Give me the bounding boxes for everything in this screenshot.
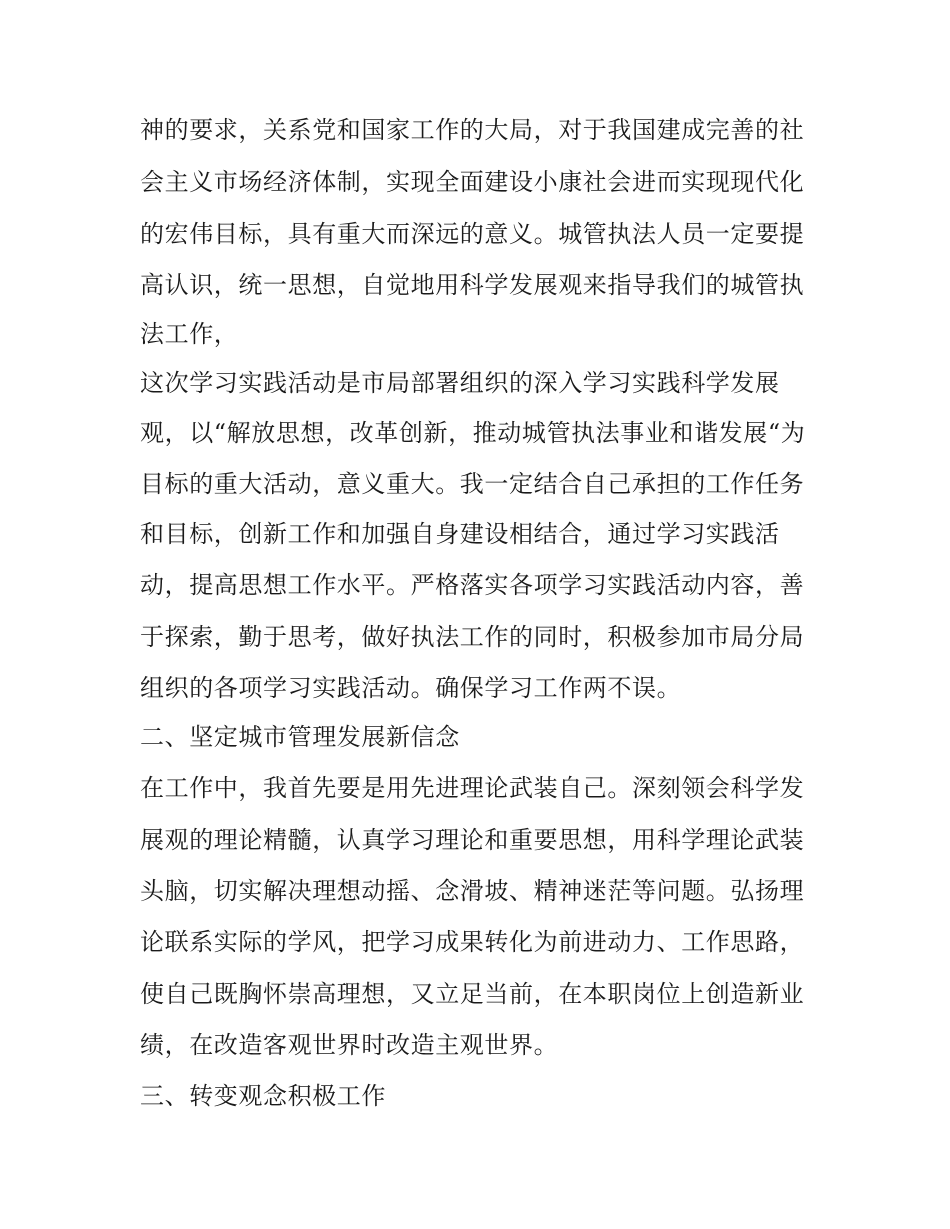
body-text-line: 这次学习实践活动是市局部署组织的深入学习实践科学发展 (140, 369, 780, 397)
body-text-line: 和目标，创新工作和加强自身建设相结合，通过学习实践活 (140, 520, 780, 548)
body-text-line: 绩，在改造客观世界时改造主观世界。 (140, 1031, 559, 1059)
body-text-line: 于探索，勤于思考，做好执法工作的同时，积极参加市局分局 (140, 623, 805, 651)
body-text-line: 观，以“解放思想，改革创新，推动城管执法事业和谐发展“为 (140, 419, 806, 447)
body-text-line: 目标的重大活动，意义重大。我一定结合自己承担的工作任务 (140, 470, 805, 498)
body-text-line: 论联系实际的学风，把学习成果转化为前进动力、工作思路， (140, 928, 805, 956)
body-text-line: 会主义市场经济体制，实现全面建设小康社会进而实现现代化 (140, 168, 805, 196)
section-heading: 三、转变观念积极工作 (140, 1082, 386, 1110)
section-heading: 二、坚定城市管理发展新信念 (140, 723, 460, 751)
body-text-line: 法工作， (140, 320, 239, 348)
body-text-line: 组织的各项学习实践活动。确保学习工作两不误。 (140, 674, 682, 702)
body-text-line: 展观的理论精髓，认真学习理论和重要思想，用科学理论武装 (140, 826, 805, 854)
body-text-line: 高认识，统一思想，自觉地用科学发展观来指导我们的城管执 (140, 271, 805, 299)
body-text-line: 动，提高思想工作水平。严格落实各项学习实践活动内容，善 (140, 571, 805, 599)
body-text-line: 神的要求，关系党和国家工作的大局，对于我国建成完善的社 (140, 116, 805, 144)
body-text-line: 的宏伟目标，具有重大而深远的意义。城管执法人员一定要提 (140, 220, 805, 248)
body-text-line: 使自己既胸怀崇高理想，又立足当前，在本职岗位上创造新业 (140, 980, 805, 1008)
body-text-line: 在工作中，我首先要是用先进理论武装自己。深刻领会科学发 (140, 774, 805, 802)
body-text-line: 头脑，切实解决理想动摇、念滑坡、精神迷茫等问题。弘扬理 (140, 877, 805, 905)
